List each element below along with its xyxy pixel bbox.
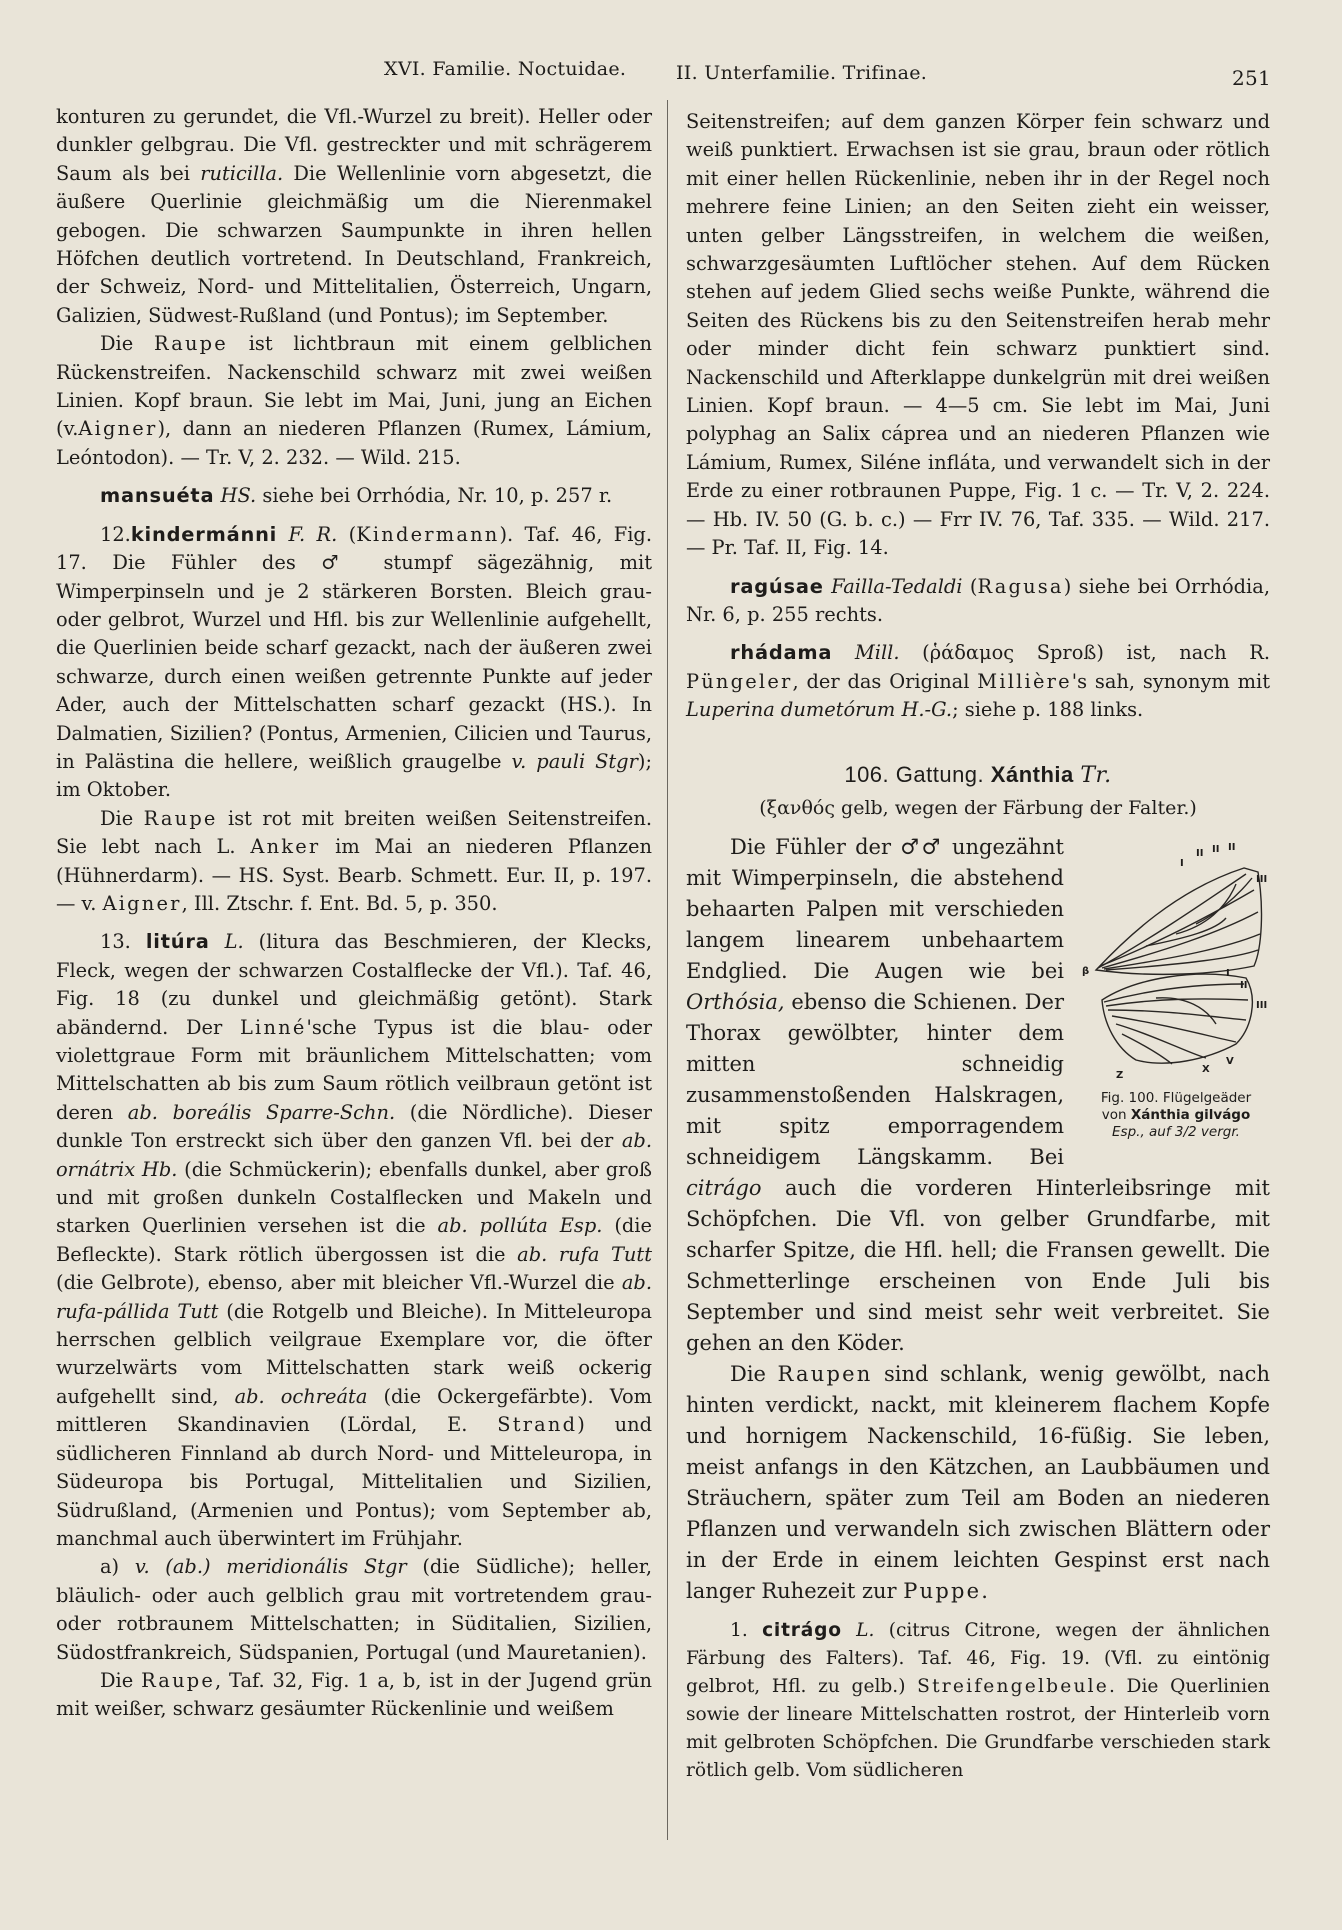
running-header [0, 58, 1342, 98]
genus-name: Xánthia [990, 761, 1074, 787]
left-column [56, 103, 652, 1724]
vein-label: I [1226, 968, 1230, 980]
header-subfamily: II. Unterfamilie. Trifinae. [676, 62, 928, 84]
genus-etymology: (ξανθός gelb, wegen der Färbung der Falter.) [759, 796, 1197, 819]
vein-label: X [1202, 1064, 1210, 1076]
right-column [686, 108, 1270, 1785]
vein-label: I [1180, 858, 1184, 870]
paragraph: konturen zu gerundet, die Vfl.-Wurzel zu breit). Heller oder dunkler gelbgrau. Die Vfl. gestreckter und mit schrägerem Saum als bei ruticilla. Die Wellenlinie vorn abgesetzt, die äußere Querlinie gleichmäßig um die Nierenmakel gebogen. Die schwarzen Saumpunkte in ihren hellen Höfchen deutlich vortretend. In Deutschland, Frankreich, der Schweiz, Nord- und Mittelitalien, Österreich, Ungarn, Galizien, Südwest-Rußland (und Pontus); im September. [56, 105, 652, 327]
figure-caption: Fig. 100. Flügelgeäder von Xánthia gilvágo Esp., auf 3/2 vergr. [1100, 1090, 1252, 1141]
vein-label: II [1212, 844, 1220, 856]
paragraph: Die Raupe, Taf. 32, Fig. 1 a, b, ist in der Jugend grün mit weißer, schwarz gesäumter Rückenlinie und weißem [56, 1668, 653, 1721]
vein-label: III [1256, 1000, 1268, 1012]
paragraph: Die Raupe ist rot mit breiten weißen Seitenstreifen. Sie lebt nach L. Anker im Mai an niederen Pflanzen (Hühnerdarm). — HS. Syst. Bearb. Schmett. Eur. II, p. 197. — v. Aigner, Ill. Ztschr. f. Ent. Bd. 5, p. 350. [56, 806, 653, 915]
species-entry: mansuéta HS. siehe bei Orrhódia, Nr. 10, p. 257 r. [100, 484, 613, 508]
genus-description [686, 832, 1270, 1607]
vein-label: V [1226, 1056, 1234, 1068]
paragraph: Seitenstreifen; auf dem ganzen Körper fein schwarz und weiß punktiert. Erwachsen ist sie grau, braun oder rötlich mit einer hellen Rückenlinie, neben ihr in der Regel noch mehrere feine Linien; an den Seiten zieht ein weisser, unten gelber Längsstreifen, in welchem die weißen, schwarzgesäumten Luftlöcher stehen. Auf dem Rücken stehen auf jedem Glied sechs weiße Punkte, während die Seiten des Rückens bis zu den Seitenstreifen herab mehr oder minder dicht fein schwarz punktiert sind. Nackenschild und Afterklappe dunkelgrün mit drei weißen Linien. Kopf braun. — 4—5 cm. Sie lebt im Mai, Juni polyphag an Salix cáprea und an niederen Pflanzen wie Lámium, Rumex, Siléne infláta, und verwandelt sich in der Erde zu einer rotbraunen Puppe, Fig. 1 c. — Tr. V, 2. 224. — Hb. IV. 50 (G. b. c.) — Frr IV. 76, Taf. 335. — Wild. 217. — Pr. Taf. II, Fig. 14. [686, 110, 1270, 560]
species-entry: 12.kindermánni F. R. (Kindermann). Taf. 46, Fig. 17. Die Fühler des ♂ stumpf sägezähnig, mit Wimperpinseln und je 2 stärkeren Borsten. Bleich grau- oder gelbrot, Wurzel und Hfl. bis zur Wellenlinie aufgehellt, die Querlinien beide scharf gezackt, nach der äußeren zwei schwarze, durch einen weißen getrennte Punkte auf jeder Ader, auch der Mittelschatten scharf gezackt (HS.). In Dalmatien, Sizilien? (Pontus, Armenien, Cilicien und Taurus, in Palästina die hellere, weißlich graugelbe v. pauli Stgr); im Oktober. [56, 522, 652, 802]
vein-label: III [1256, 874, 1268, 886]
vein-label: Z [1116, 1070, 1124, 1082]
vein-label: II [1228, 842, 1236, 854]
species-entry: 13. litúra L. (litura das Beschmieren, der Klecks, Fleck, wegen der schwarzen Costalflecke der Vfl.). Taf. 46, Fig. 18 (zu dunkel und gleichmäßig getönt). Stark abändernd. Der Linné'sche Typus ist die blau- oder violettgraue Form mit bräunlichem Mittelschatten; vom Mittelschatten ab bis zum Saum rötlich veilbraun getönt ist deren ab. boreális Sparre-Schn. (die Nördliche). Dieser dunkle Ton erstreckt sich über den ganzen Vfl. bei der ab. ornátrix Hb. (die Schmückerin); ebenfalls dunkel, aber groß und mit großen dunkeln Costalflecken und Makeln und starken Querlinien versehen ist die ab. pollúta Esp. (die Befleckte). Stark rötlich übergossen ist die ab. rufa Tutt (die Gelbrote), ebenso, aber mit bleicher Vfl.-Wurzel die ab. rufa-pállida Tutt (die Rotgelb und Bleiche). In Mitteleuropa herrschen gelblich veilgraue Exemplare vor, die öfter wurzelwärts vom Mittelschatten stark weiß ockerig aufgehellt sind, ab. ochreáta (die Ockergefärbte). Vom mittleren Skandinavien (Lördal, E. Strand) und südlicheren Finnland ab durch Nord- und Mitteleuropa, in Südeuropa bis Portugal, Mittelitalien und Sizilien, Südrußland, (Armenien und Pontus); vom September ab, manchmal auch überwintert im Frühjahr. [56, 930, 653, 1550]
paragraph: a) v. (ab.) meridionális Stgr (die Südliche); heller, bläulich- oder auch gelblich grau mit vortretendem grau- oder rotbraunem Mittelschatten; in Süditalien, Sizilien, Südostfrankreich, Südspanien, Portugal (und Mauretanien). [56, 1555, 652, 1664]
header-family: XVI. Familie. Noctuidae. [384, 58, 627, 80]
species-name: kindermánni [130, 522, 278, 546]
species-name: ragúsae [730, 574, 824, 598]
paragraph: Die Raupe ist lichtbraun mit einem gelblichen Rückenstreifen. Nackenschild schwarz mit zwei weißen Linien. Kopf braun. Sie lebt im Mai, Juni, jung an Eichen (v.Aigner), dann an niederen Pflanzen (Rumex, Lámium, Leóntodon). — Tr. V, 2. 232. — Wild. 215. [56, 332, 652, 469]
vein-label: β [1082, 966, 1090, 978]
species-entry: ragúsae Failla-Tedaldi (Ragusa) siehe bei Orrhódia, Nr. 6, p. 255 rechts. [686, 574, 1270, 626]
paragraph: Die Fühler der ♂♂ ungezähnt mit Wimperpinseln, die abstehend behaarten Palpen mit verschieden langem linearem unbehaartem Endglied. Die Augen wie bei Orthósia, ebenso die Schienen. Der Thorax gewölbter, hinter dem mitten schneidig zusammenstoßenden Halskragen, mit spitz emporragendem schneidigem Längskamm. Bei citrágo auch die vorderen Hinterleibsringe mit Schöpfchen. Die Vfl. von gelber Grundfarbe, mit scharfer Spitze, die Hfl. hell; die Fransen gewellt. Die Schmetterlinge erscheinen von Ende Juli bis September und sind meist sehr weit verbreitet. Sie gehen an den Köder. [686, 835, 1270, 1356]
wing-venation-figure [1076, 838, 1276, 1168]
species-entry: rhádama Mill. (ῥάδαμος Sproß) ist, nach R. Püngeler, der das Original Millière's sah, synonym mit Luperina dumetórum H.-G.; siehe p. 188 links. [686, 641, 1270, 722]
paragraph: Die Raupen sind schlank, wenig gewölbt, nach hinten verdickt, nackt, mit kleinerem flachem Kopfe und hornigem Nackenschild, 16-füßig. Sie leben, meist anfangs in den Kätzchen, an Laubbäumen und Sträuchern, später zum Teil am Boden an niederen Pflanzen und verwandeln sich zwischen Blättern oder in der Erde in einem leichten Gespinst erst nach langer Ruhezeit zur Puppe. [686, 1362, 1270, 1604]
wing-venation-drawing [1076, 838, 1276, 1088]
vein-label: II [1196, 848, 1204, 860]
species-name: rhádama [730, 641, 833, 665]
column-divider [667, 100, 668, 1840]
species-name: litúra [145, 930, 210, 954]
species-name: citrágo [762, 1620, 842, 1642]
species-entry: 1. citrágo L. (citrus Citrone, wegen der ähnlichen Färbung des Falters). Taf. 46, Fig. 19. (Vfl. zu eintönig gelbrot, Hfl. zu gelb.) Streifengelbeule. Die Querlinien sowie der lineare Mittelschatten rostrot, der Hinterleib vorn mit gelbroten Schöpfchen. Die Grundfarbe verschieden stark rötlich gelb. Vom südlicheren [686, 1620, 1270, 1782]
page-number: 251 [1232, 66, 1272, 90]
species-name: mansuéta [100, 484, 215, 508]
vein-label: II [1240, 980, 1248, 992]
genus-heading: 106. Gattung. Xánthia Tr. [844, 761, 1112, 788]
